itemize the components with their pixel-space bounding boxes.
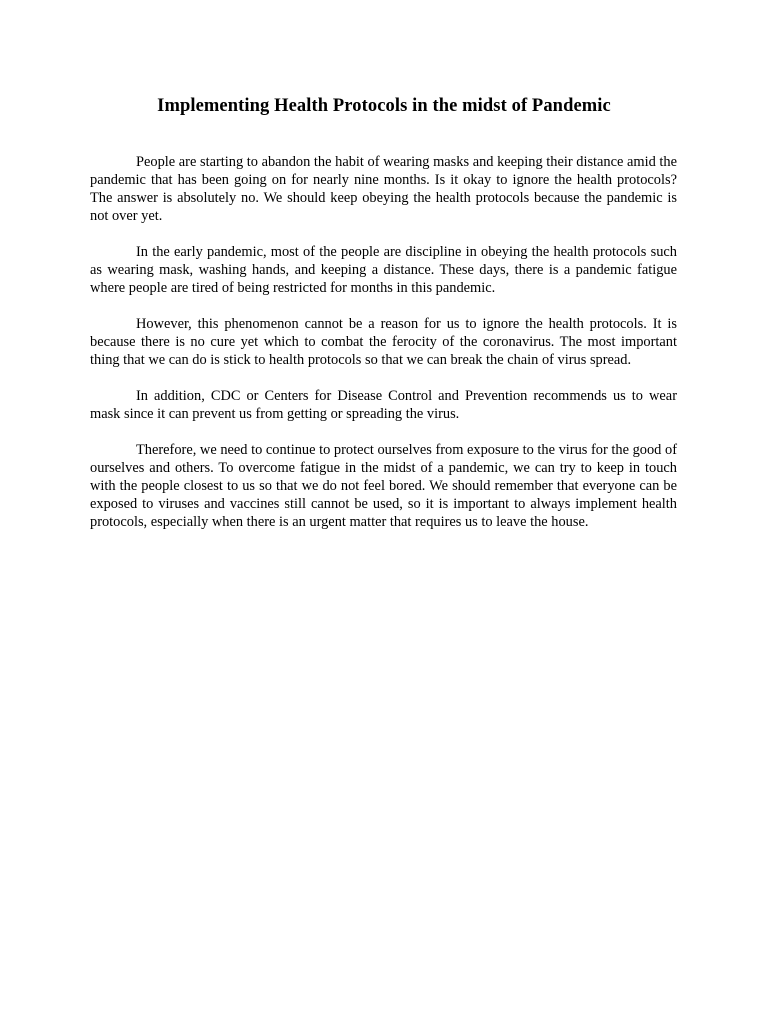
document-title: Implementing Health Protocols in the midst of Pandemic [157,96,611,116]
document-body [90,153,677,549]
paragraph-2: In the early pandemic, most of the people are discipline in obeying the health protocols such as wearing mask, washing hands, and keeping a distance. These days, there is a pandemic fatigue where people are tired of being restricted for months in this pandemic. [90,244,677,296]
paragraph-4: In addition, CDC or Centers for Disease Control and Prevention recommends us to wear mask since it can prevent us from getting or spreading the virus. [90,388,677,422]
paragraph-5: Therefore, we need to continue to protect ourselves from exposure to the virus for the good of ourselves and others. To overcome fatigue in the midst of a pandemic, we can try to keep in touch with the people closest to us so that we do not feel bored. We should remember that everyone can be exposed to viruses and vaccines still cannot be used, so it is important to always implement health protocols, especially when there is an urgent matter that requires us to leave the house. [90,442,677,530]
paragraph-3: However, this phenomenon cannot be a reason for us to ignore the health protocols. It is because there is no cure yet which to combat the ferocity of the coronavirus. The most important thing that we can do is stick to health protocols so that we can break the chain of virus spread. [90,316,677,368]
paragraph-1: People are starting to abandon the habit of wearing masks and keeping their distance amid the pandemic that has been going on for nearly nine months. Is it okay to ignore the health protocols? The answer is absolutely no. We should keep obeying the health protocols because the pandemic is not over yet. [90,154,677,224]
